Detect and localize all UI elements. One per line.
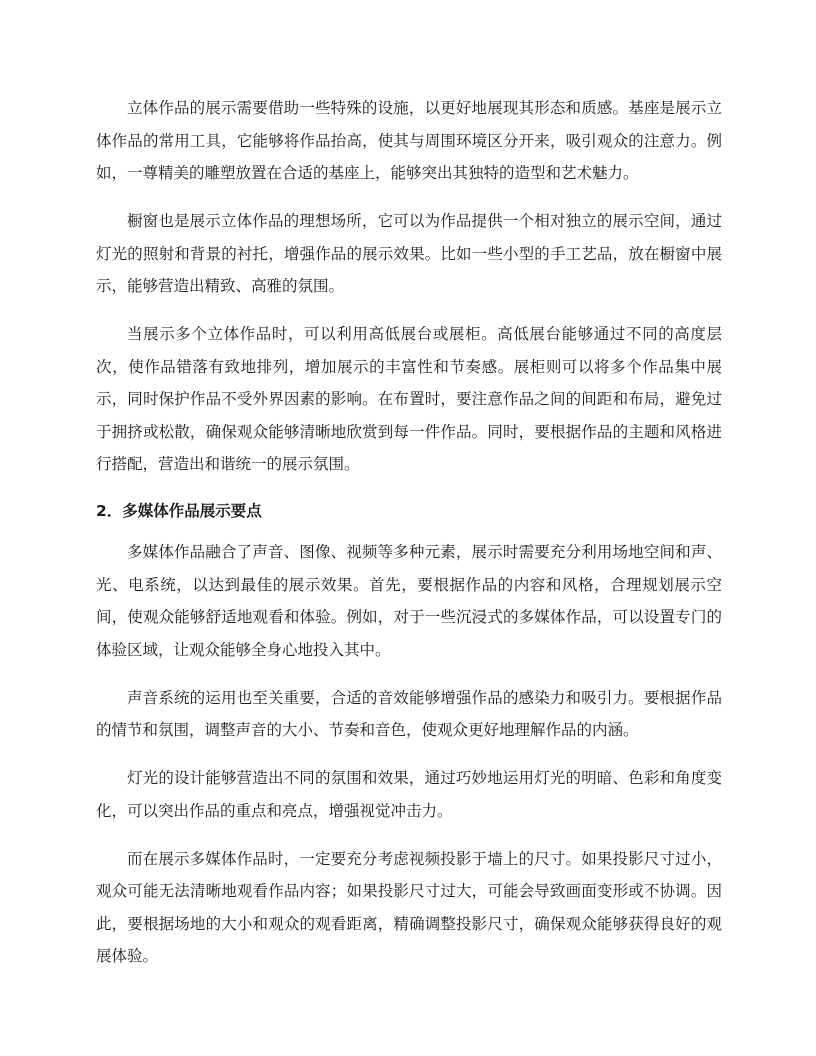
- paragraph-showcase: 橱窗也是展示立体作品的理想场所，它可以为作品提供一个相对独立的展示空间，通过灯光的照射和背景的衬托，增强作品的展示效果。比如一些小型的手工艺品，放在橱窗中展示，能够营造出精致、高雅的氛围。: [96, 212, 722, 295]
- paragraph-display-stands: 当展示多个立体作品时，可以利用高低展台或展柜。高低展台能够通过不同的高度层次，使作品错落有致地排列，增加展示的丰富性和节奏感。展柜则可以将多个作品集中展示，同时保护作品不受外界因素的影响。在布置时，要注意作品之间的间距和布局，避免过于拥挤或松散，确保观众能够清晰地欣赏到每一件作品。同时，要根据作品的主题和风格进行搭配，营造出和谐统一的展示氛围。: [96, 325, 722, 473]
- document-page: [96, 92, 722, 988]
- paragraph-sound-system: 声音系统的运用也至关重要，合适的音效能够增强作品的感染力和吸引力。要根据作品的情节和氛围，调整声音的大小、节奏和音色，使观众更好地理解作品的内涵。: [96, 688, 722, 739]
- section-heading-multimedia: 2．多媒体作品展示要点: [96, 502, 262, 520]
- paragraph-lighting: 灯光的设计能够营造出不同的氛围和效果，通过巧妙地运用灯光的明暗、色彩和角度变化，可以突出作品的重点和亮点，增强视觉冲击力。: [96, 769, 722, 820]
- paragraph-pedestal: 立体作品的展示需要借助一些特殊的设施，以更好地展现其形态和质感。基座是展示立体作品的常用工具，它能够将作品抬高，使其与周围环境区分开来，吸引观众的注意力。例如，一尊精美的雕塑放置在合适的基座上，能够突出其独特的造型和艺术魅力。: [96, 99, 722, 182]
- paragraph-multimedia-space: 多媒体作品融合了声音、图像、视频等多种元素，展示时需要充分利用场地空间和声、光、电系统，以达到最佳的展示效果。首先，要根据作品的内容和风格，合理规划展示空间，使观众能够舒适地观看和体验。例如，对于一些沉浸式的多媒体作品，可以设置专门的体验区域，让观众能够全身心地投入其中。: [96, 543, 722, 659]
- paragraph-projection: 而在展示多媒体作品时，一定要充分考虑视频投影于墙上的尺寸。如果投影尺寸过小，观众可能无法清晰地观看作品内容；如果投影尺寸过大，可能会导致画面变形或不协调。因此，要根据场地的大小和观众的观看距离，精确调整投影尺寸，确保观众能够获得良好的观展体验。: [96, 849, 722, 965]
